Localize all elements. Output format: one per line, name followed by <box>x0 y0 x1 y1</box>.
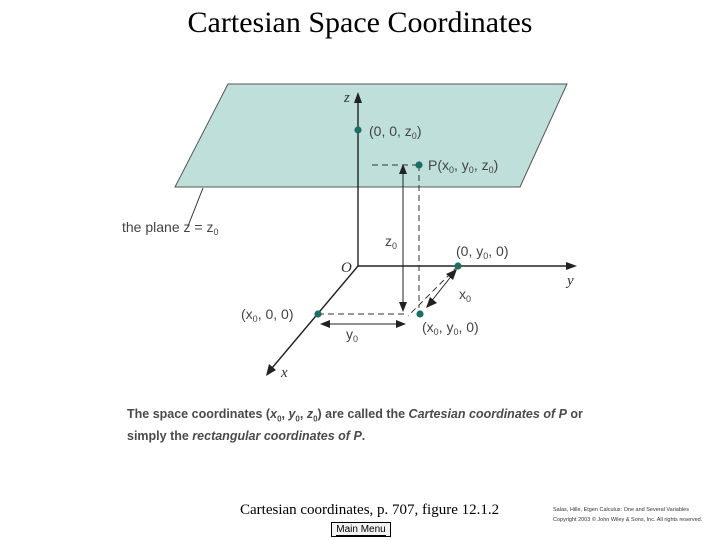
copyright-line-2: Copyright 2003 © John Wiley & Sons, Inc. All rights reserved. <box>553 517 703 523</box>
figure-caption: The space coordinates ($x_0$, $y_0$, $z_0$) are called the Cartesian coordinates of P or simply the rectangular coordinates of P. <box>127 407 583 443</box>
point-x0-y0-0 <box>416 310 423 317</box>
z-axis-label: z <box>344 90 350 106</box>
x0-label: $x_0$ <box>459 286 472 304</box>
y-axis-label: y <box>567 273 574 289</box>
y0-label: $y_0$ <box>346 326 359 344</box>
plane-label: the plane $z = z_0$ <box>122 219 219 237</box>
point-z-label: (0, 0, $z_0$) <box>369 123 422 141</box>
x0-measure <box>430 274 453 303</box>
y-axis-arrow <box>566 262 577 270</box>
point-p-label: $P(x_0$, $y_0$, $z_0$) <box>428 157 499 175</box>
main-menu-button[interactable]: Main Menu <box>331 522 391 537</box>
point-x-label: ($x_0$, 0, 0) <box>241 306 294 324</box>
copyright-notice <box>553 505 702 525</box>
z0-label: $z_0$ <box>385 233 398 251</box>
point-p <box>415 161 422 168</box>
point-x0-0-0 <box>314 310 321 317</box>
point-0-y0-0 <box>454 262 461 269</box>
point-0-0-z0 <box>354 126 361 133</box>
figure-source: Cartesian coordinates, p. 707, figure 12.1.2 <box>240 502 500 518</box>
origin-label: O <box>341 260 352 276</box>
point-xy-label: ($x_0$, $y_0$, 0) <box>422 319 479 337</box>
copyright-line-1: Salas, Hille, Etgen Calculus: One and Several Variables <box>553 507 689 513</box>
x-axis-label: x <box>281 365 288 381</box>
point-y-label: (0, $y_0$, 0) <box>456 243 509 261</box>
page-title: Cartesian Space Coordinates <box>187 6 533 39</box>
